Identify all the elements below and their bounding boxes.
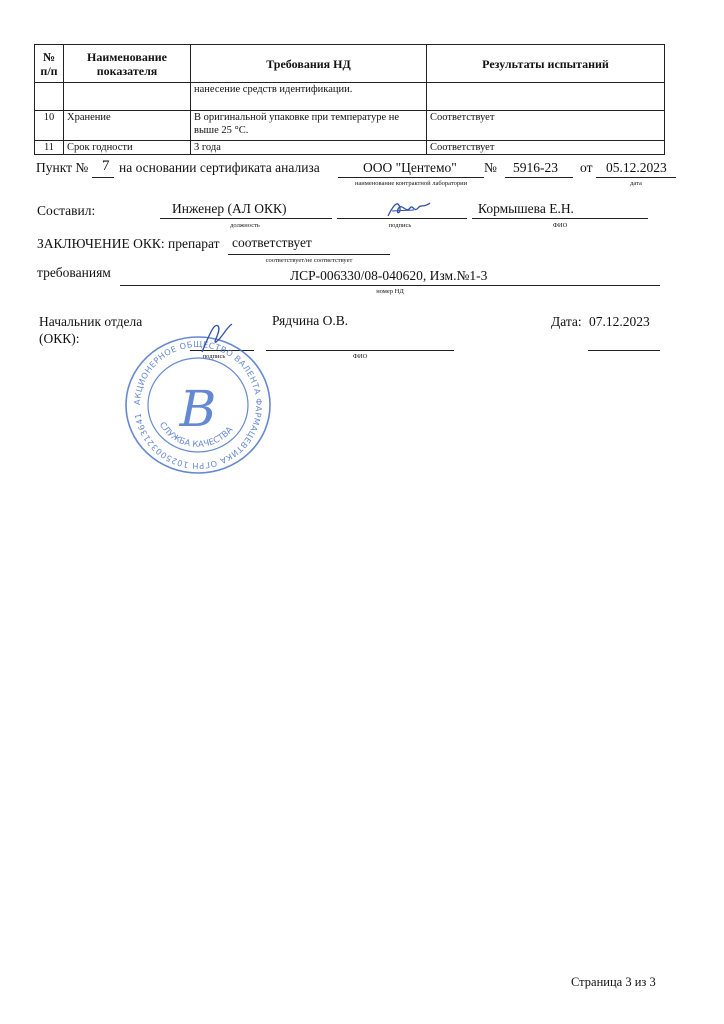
signature-line [337,218,467,219]
stamp-ring-text: АКЦИОНЕРНОЕ ОБЩЕСТВО ВАЛЕНТА ФАРМАЦЕВТИКА ОГРН 1025003213641 [131,338,265,472]
stamp-bottom-text: СЛУЖБА КАЧЕСТВА [156,420,236,450]
name-line [472,218,648,219]
signature-caption: подпись [388,222,412,229]
approval-name-line [266,350,454,351]
approval-label-1: Начальник отдела [39,314,143,329]
position-caption: должность [230,222,260,229]
cert-no-label: № [484,160,497,175]
clause-number: 7 [102,158,110,174]
date-caption: дата [630,180,642,187]
approval-date-label: Дата: [551,314,582,329]
position-line [160,218,332,219]
conclusion-label: ЗАКЛЮЧЕНИЕ ОКК: препарат [37,236,220,251]
conclusion-caption: соответствует/не соответствует [265,257,353,264]
row-result: Соответствует [427,111,665,141]
nd-number: ЛСР-006330/08-040620, Изм.№1-3 [290,268,488,283]
clause-date: 05.12.2023 [606,160,667,175]
clause-prefix: Пункт № [36,160,89,175]
clause-basis-text: на основании сертификата анализа [119,160,320,175]
stamp-monogram: B [179,380,217,438]
header-num: № п/п [35,45,64,83]
table-header-row [35,45,665,83]
lab-name: ООО "Центемо" [363,160,457,175]
head-signature [196,318,240,358]
nd-caption: номер НД [376,288,404,295]
row-num: 10 [35,111,64,141]
header-indicator: Наименование показателя [64,45,191,83]
row-indicator: Срок годности [64,141,191,155]
table-row [35,141,665,155]
cert-number-line [505,177,573,178]
requirements-label: требованиям [37,265,111,280]
row-requirement: нанесение средств идентификации. [191,83,427,111]
conclusion-line [228,254,390,255]
table-row [35,111,665,141]
lab-caption: наименование контрактной лаборатории [354,180,468,187]
page-number: Страница 3 из 3 [571,975,656,989]
cert-number: 5916-23 [513,160,558,175]
approval-date-line [588,350,660,351]
compiled-name: Кормышева Е.Н. [478,201,574,216]
name-caption: ФИО [552,222,568,229]
row-requirement: В оригинальной упаковке при температуре не выше 25 °С. [191,111,427,141]
approval-name-caption: ФИО [352,353,368,360]
nd-line [120,285,660,286]
from-label: от [580,160,593,175]
approval-label-2: (ОКК): [39,331,80,346]
conclusion-value: соответствует [232,235,312,250]
header-result: Результаты испытаний [427,45,665,83]
row-num: 11 [35,141,64,155]
clause-number-line [92,177,114,178]
row-result: Соответствует [427,141,665,155]
table-row [35,83,665,111]
row-indicator [64,83,191,111]
engineer-signature [384,198,434,220]
compiled-position: Инженер (АЛ ОКК) [172,201,287,216]
approval-name: Рядчина О.В. [272,313,349,328]
spec-table [34,44,665,155]
compiled-label: Составил: [37,203,96,218]
approval-signature-caption: подпись [202,353,226,360]
row-indicator: Хранение [64,111,191,141]
row-requirement: 3 года [191,141,427,155]
approval-date: 07.12.2023 [589,314,650,329]
row-num [35,83,64,111]
clause-date-line [596,177,676,178]
row-result [427,83,665,111]
lab-line [338,177,484,178]
header-requirement: Требования НД [191,45,427,83]
